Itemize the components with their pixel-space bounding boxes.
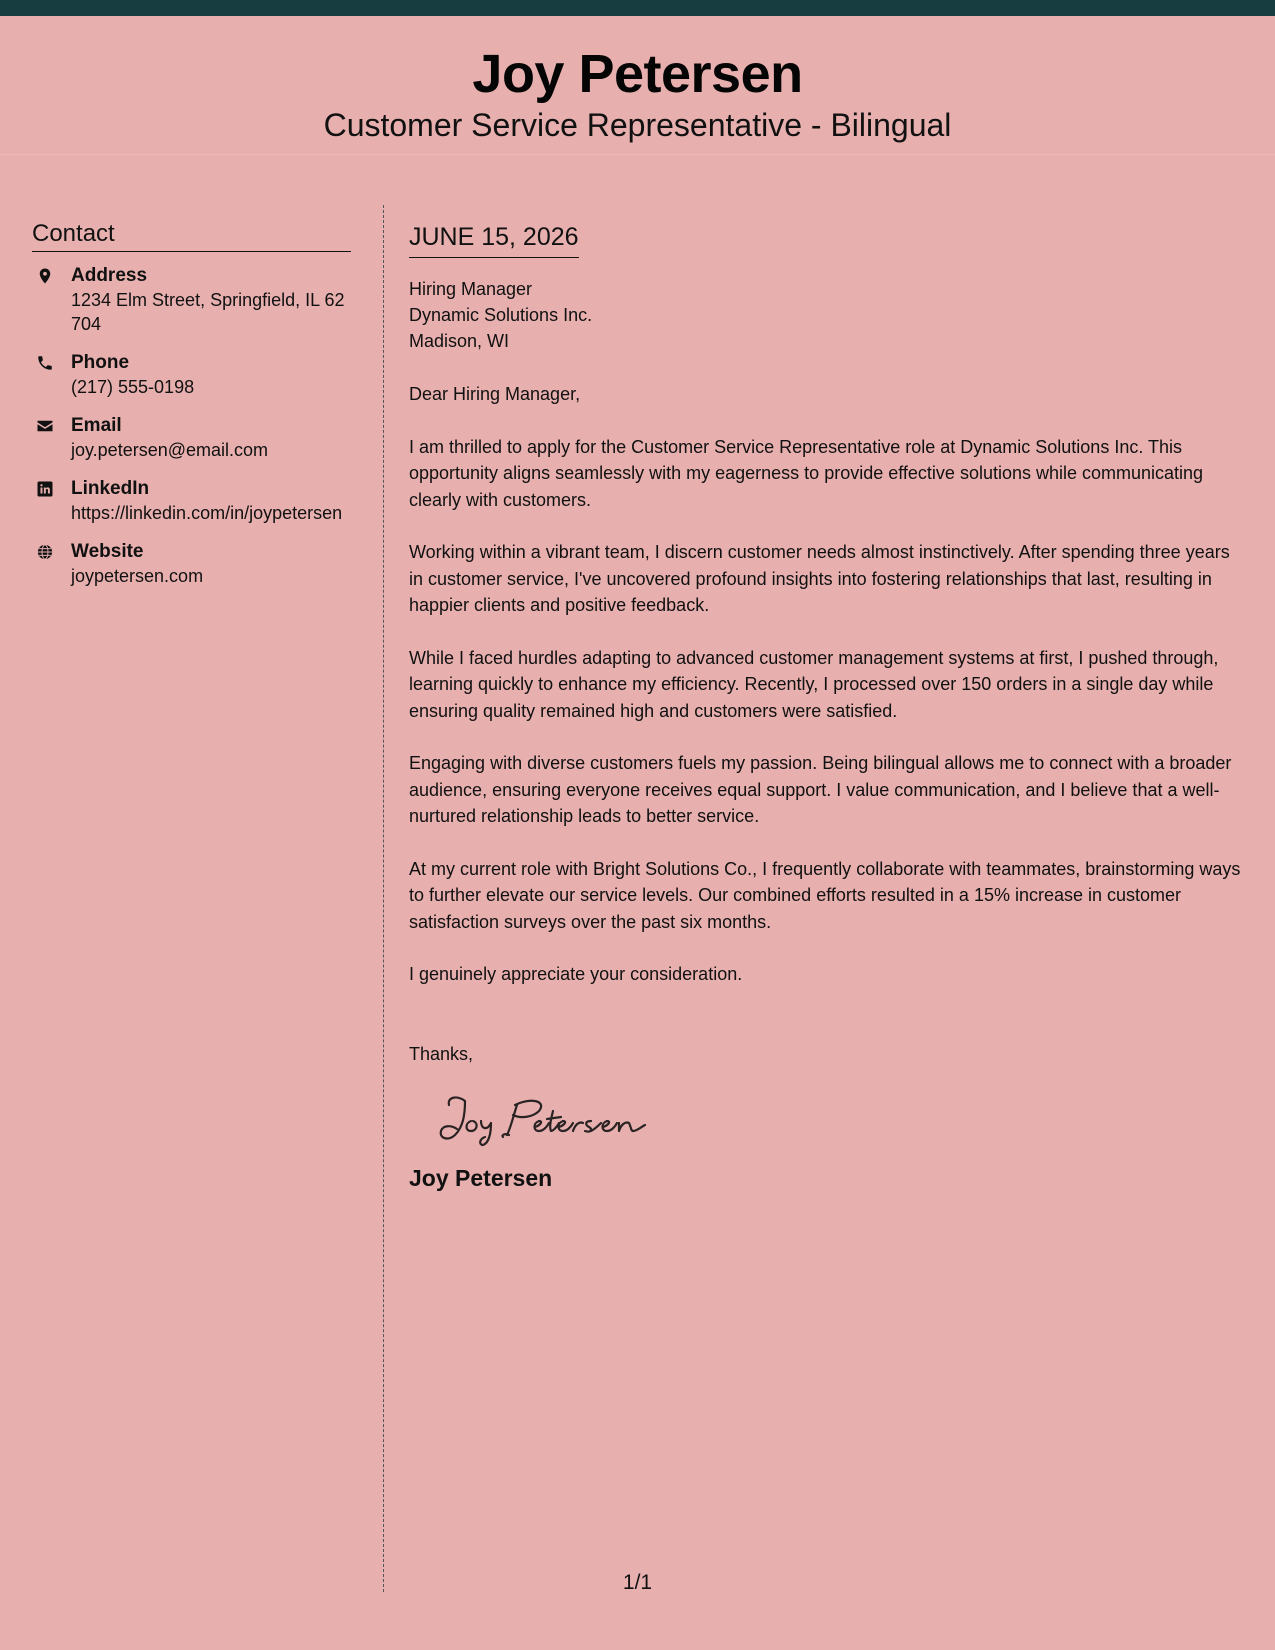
body-paragraph: I am thrilled to apply for the Customer Service Representative role at Dynamic Solutions Inc. This opportunity aligns seamlessly with my eagerness to provide effective solutions while communicating clearly with customers. xyxy=(409,436,1204,510)
phone-label: Phone xyxy=(71,352,130,373)
contact-item-phone xyxy=(32,351,351,399)
applicant-name: Joy Petersen xyxy=(472,44,803,104)
email-value[interactable]: joy.petersen@email.com xyxy=(71,440,269,460)
recipient-company: Dynamic Solutions Inc. xyxy=(409,305,593,325)
contact-sidebar xyxy=(32,218,351,603)
body-paragraph: Engaging with diverse customers fuels my passion. Being bilingual allows me to connect with a broader audience, ensuring everyone receives equal support. I value communication, and I believe that a well-nurtured relationship leads to better service. xyxy=(409,753,1232,826)
salutation: Dear Hiring Manager, xyxy=(409,384,581,404)
contact-list xyxy=(32,264,351,588)
body-paragraph: Working within a vibrant team, I discern customer needs almost instinctively. After spending three years in customer service, I've uncovered profound insights into fostering relationships that last, resulting in happier clients and positive feedback. xyxy=(409,542,1230,615)
contact-item-address xyxy=(32,264,351,336)
contact-item-email xyxy=(32,414,351,462)
phone-icon xyxy=(36,354,54,372)
contact-item-linkedin xyxy=(32,477,351,525)
linkedin-value[interactable]: https://linkedin.com/in/joypetersen xyxy=(71,503,343,523)
globe-icon xyxy=(36,543,54,561)
page-number: 1/1 xyxy=(622,1571,653,1594)
email-label: Email xyxy=(71,415,122,436)
phone-value: (217) 555-0198 xyxy=(71,377,195,397)
body-paragraph: At my current role with Bright Solutions Co., I frequently collaborate with teammates, brainstorming ways to further elevate our service levels. Our combined efforts resulted in a 15% increase in customer satisfaction surveys over the past six months. xyxy=(409,858,1241,932)
address-label: Address xyxy=(71,265,148,286)
website-value[interactable]: joypetersen.com xyxy=(71,566,204,586)
letter-header xyxy=(0,16,1275,155)
body-paragraph: While I faced hurdles adapting to advanced customer management systems at first, I pushed through, learning quickly to enhance my efficiency. Recently, I processed over 150 orders in a single day while ensuring quality remained high and customers were satisfied. xyxy=(409,647,1219,721)
recipient-block xyxy=(409,276,1241,354)
applicant-job-title: Customer Service Representative - Bilingual xyxy=(323,107,952,143)
contact-heading: Contact xyxy=(32,218,351,252)
closing: Thanks, xyxy=(409,1043,474,1064)
linkedin-icon xyxy=(36,480,54,498)
contact-item-website xyxy=(32,540,351,588)
recipient-location: Madison, WI xyxy=(409,331,510,351)
signed-name: Joy Petersen xyxy=(409,1165,553,1191)
envelope-icon xyxy=(36,417,54,435)
linkedin-label: LinkedIn xyxy=(71,478,150,499)
column-divider xyxy=(383,205,384,1592)
address-value: 1234 Elm Street, Springfield, IL 62704 xyxy=(71,290,345,334)
top-accent-bar xyxy=(0,0,1275,16)
recipient-title: Hiring Manager xyxy=(409,279,533,299)
body-paragraph: I genuinely appreciate your consideration. xyxy=(409,964,743,984)
map-pin-icon xyxy=(36,267,54,285)
letter-body xyxy=(409,220,1241,1193)
handwritten-signature xyxy=(435,1087,665,1149)
website-label: Website xyxy=(71,541,144,562)
letter-date: JUNE 15, 2026 xyxy=(409,220,579,258)
